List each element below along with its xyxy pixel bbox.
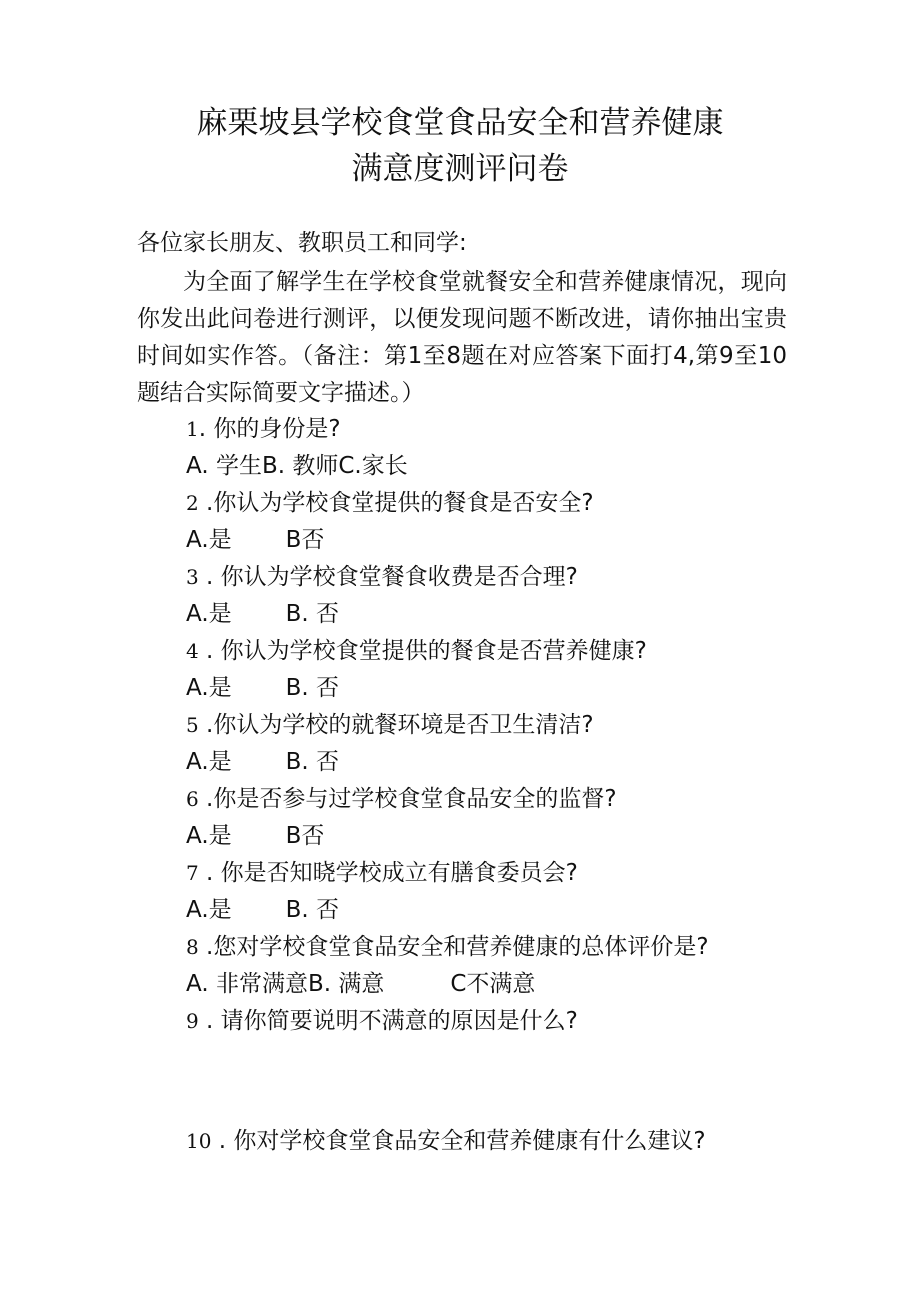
intro-paragraph: 为全面了解学生在学校食堂就餐安全和营养健康情况，现向你发出此问卷进行测评，以便发现问题不断改进，请你抽出宝贵时间如实作答。（备注：第1至8题在对应答案下面打4,第9至10题结合实际简要文字描述。） [137, 269, 787, 406]
question-text: . 你是否知晓学校成立有膳食委员会? [198, 860, 578, 886]
question-6 [186, 784, 617, 814]
question-4-options [186, 673, 339, 703]
option-c[interactable]: C.家长 [338, 453, 408, 479]
option-a[interactable]: A. 非常满意 [186, 971, 308, 997]
question-3-options [186, 599, 339, 629]
option-a[interactable]: A.是 [186, 897, 232, 923]
question-6-options [186, 821, 324, 851]
option-b[interactable]: B. 否 [285, 601, 340, 627]
question-number: 2 [186, 491, 199, 515]
question-number: 9 [186, 1009, 199, 1033]
option-b[interactable]: B. 教师 [261, 453, 339, 479]
option-a[interactable]: A.是 [186, 601, 232, 627]
question-2 [186, 488, 594, 518]
question-2-options [186, 525, 324, 555]
question-8 [186, 932, 709, 962]
option-b[interactable]: B. 满意 [307, 971, 385, 997]
question-number: 4 [186, 639, 199, 663]
option-a[interactable]: A.是 [186, 527, 232, 553]
question-5 [186, 710, 594, 740]
option-b[interactable]: B否 [285, 527, 325, 553]
page-title: 麻栗坡县学校食堂食品安全和营养健康 [196, 105, 724, 141]
question-5-options [186, 747, 339, 777]
question-text: . 你认为学校食堂餐食收费是否合理? [198, 564, 578, 590]
option-a[interactable]: A.是 [186, 675, 232, 701]
question-7-options [186, 895, 339, 925]
option-b[interactable]: B. 否 [285, 675, 340, 701]
question-text: .你是否参与过学校食堂食品安全的监督? [198, 786, 617, 812]
question-3 [186, 562, 578, 592]
question-8-options [186, 969, 535, 999]
option-a[interactable]: A. 学生 [186, 453, 262, 479]
question-9 [186, 1006, 578, 1036]
question-text: . 你认为学校食堂提供的餐食是否营养健康? [198, 638, 647, 664]
question-text: . 请你简要说明不满意的原因是什么? [198, 1008, 578, 1034]
option-b[interactable]: B. 否 [285, 897, 340, 923]
question-number: 5 [186, 713, 199, 737]
question-text: . 你对学校食堂食品安全和营养健康有什么建议? [211, 1128, 706, 1154]
question-text: . 你的身份是? [198, 416, 341, 442]
question-text: .你认为学校食堂提供的餐食是否安全? [198, 490, 594, 516]
option-a[interactable]: A.是 [186, 823, 232, 849]
question-4 [186, 636, 647, 666]
question-1 [186, 414, 341, 444]
question-number: 3 [186, 565, 199, 589]
question-10 [186, 1126, 706, 1156]
question-1-options [186, 451, 408, 481]
option-a[interactable]: A.是 [186, 749, 232, 775]
question-number: 7 [186, 861, 199, 885]
greeting: 各位家长朋友、教职员工和同学: [137, 230, 467, 256]
page-subtitle: 满意度测评问卷 [351, 151, 569, 187]
option-c[interactable]: C不满意 [450, 971, 536, 997]
question-number: 8 [186, 935, 199, 959]
option-b[interactable]: B否 [285, 823, 325, 849]
question-number: 1 [186, 417, 199, 441]
option-b[interactable]: B. 否 [285, 749, 340, 775]
question-number: 6 [186, 787, 199, 811]
question-text: .您对学校食堂食品安全和营养健康的总体评价是? [198, 934, 709, 960]
question-text: .你认为学校的就餐环境是否卫生清洁? [198, 712, 594, 738]
question-number: 10 [186, 1129, 212, 1153]
question-7 [186, 858, 578, 888]
